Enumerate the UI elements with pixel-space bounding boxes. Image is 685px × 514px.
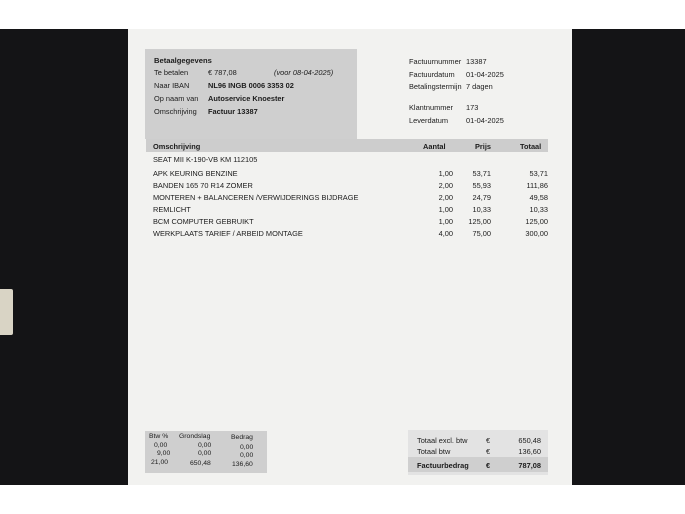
vat-amount: 136,60 xyxy=(232,461,253,468)
payment-row-iban xyxy=(154,81,354,92)
customer-number-row xyxy=(409,103,559,114)
invoice-info-value: 7 dagen xyxy=(466,82,493,91)
fabric-background-left xyxy=(0,29,128,485)
currency-symbol: € xyxy=(486,436,491,445)
line-description: WERKPLAATS TARIEF / ARBEID MONTAGE xyxy=(153,229,303,238)
paper-clip xyxy=(0,289,13,335)
invoice-paper xyxy=(128,29,572,485)
grand-total-label: Factuurbedrag xyxy=(417,461,469,470)
total-excl-label: Totaal excl. btw xyxy=(417,436,468,445)
invoice-info-label: Klantnummer xyxy=(409,103,453,112)
grand-total-row xyxy=(417,461,545,472)
invoice-info-value: 173 xyxy=(466,103,479,112)
line-quantity: 4,00 xyxy=(438,229,453,238)
line-price: 10,33 xyxy=(472,205,491,214)
payment-label: Naar IBAN xyxy=(154,81,190,90)
image-border-bottom xyxy=(0,485,685,514)
total-vat-label: Totaal btw xyxy=(417,447,451,456)
invoice-info-value: 01-04-2025 xyxy=(466,70,504,79)
line-price: 55,93 xyxy=(472,181,491,190)
vat-rate: 21,00 xyxy=(151,459,169,466)
line-description: REMLICHT xyxy=(153,205,191,214)
invoice-info-label: Factuurnummer xyxy=(409,57,462,66)
line-quantity: 1,00 xyxy=(438,217,453,226)
payment-term-row xyxy=(409,82,559,93)
vat-base: 0,00 xyxy=(198,450,212,457)
payment-row-amount xyxy=(154,68,354,79)
payment-row-description xyxy=(154,107,354,118)
line-quantity: 2,00 xyxy=(438,181,453,190)
total-excl-row xyxy=(417,436,545,447)
line-total: 49,58 xyxy=(529,193,548,202)
line-item xyxy=(153,229,548,240)
vat-base: 650,48 xyxy=(190,460,211,467)
line-total: 53,71 xyxy=(529,169,548,178)
line-items-header xyxy=(146,139,548,152)
line-item xyxy=(153,169,548,180)
delivery-date-row xyxy=(409,116,559,127)
line-description: APK KEURING BENZINE xyxy=(153,169,238,178)
line-item xyxy=(153,193,548,204)
line-price: 125,00 xyxy=(468,217,491,226)
line-quantity: 2,00 xyxy=(438,193,453,202)
line-item xyxy=(153,205,548,216)
line-description: MONTEREN + BALANCEREN /VERWIJDERINGS BIJDRAGE xyxy=(153,193,359,202)
vat-rate: 0,00 xyxy=(154,442,168,449)
line-description: BCM COMPUTER GEBRUIKT xyxy=(153,217,254,226)
vat-base: 0,00 xyxy=(198,442,212,449)
invoice-info-label: Betalingstermijn xyxy=(409,82,462,91)
currency-symbol: € xyxy=(486,461,491,470)
total-excl-value: 650,48 xyxy=(518,436,541,445)
line-price: 53,71 xyxy=(472,169,491,178)
invoice-info-value: 13387 xyxy=(466,57,487,66)
line-description: BANDEN 165 70 R14 ZOMER xyxy=(153,181,253,190)
line-quantity: 1,00 xyxy=(438,205,453,214)
payment-amount: € 787,08 xyxy=(208,68,237,77)
vat-amount: 0,00 xyxy=(240,452,254,459)
payment-iban: NL96 INGB 0006 3353 02 xyxy=(208,81,294,90)
invoice-info-label: Factuurdatum xyxy=(409,70,455,79)
line-total: 125,00 xyxy=(525,217,548,226)
payment-account-name: Autoservice Knoester xyxy=(208,94,285,103)
line-total: 111,86 xyxy=(526,181,548,190)
payment-label: Op naam van xyxy=(154,94,199,103)
header-price: Prijs xyxy=(475,142,492,151)
invoice-info-label: Leverdatum xyxy=(409,116,449,125)
grand-total-value: 787,08 xyxy=(518,461,541,470)
line-price: 24,79 xyxy=(472,193,491,202)
line-total: 300,00 xyxy=(525,229,548,238)
vat-header-amount: Bedrag xyxy=(231,434,253,441)
vat-header-base: Grondslag xyxy=(179,433,211,440)
vat-rate: 9,00 xyxy=(157,450,171,457)
header-quantity: Aantal xyxy=(423,142,446,151)
total-vat-row xyxy=(417,447,545,458)
invoice-number-row xyxy=(409,57,559,68)
line-price: 75,00 xyxy=(472,229,491,238)
image-border-top xyxy=(0,0,685,29)
totals-box xyxy=(408,430,548,475)
line-item xyxy=(153,217,548,228)
line-description: SEAT MII K-190-VB KM 112105 xyxy=(153,155,258,164)
header-description: Omschrijving xyxy=(153,142,201,151)
header-total: Totaal xyxy=(520,142,542,151)
invoice-date-row xyxy=(409,70,559,81)
payment-description: Factuur 13387 xyxy=(208,107,258,116)
vat-header-rate: Btw % xyxy=(149,433,169,440)
payment-label: Omschrijving xyxy=(154,107,197,116)
line-item xyxy=(153,181,548,192)
payment-label: Te betalen xyxy=(154,68,189,77)
payment-due-date: (voor 08-04-2025) xyxy=(274,68,334,77)
currency-symbol: € xyxy=(486,447,491,456)
line-quantity: 1,00 xyxy=(438,169,453,178)
vat-amount: 0,00 xyxy=(240,444,254,451)
invoice-info-value: 01-04-2025 xyxy=(466,116,504,125)
payment-details-box xyxy=(145,49,357,139)
fabric-background-right xyxy=(572,29,685,485)
payment-row-name xyxy=(154,94,354,105)
line-total: 10,33 xyxy=(529,205,548,214)
line-item xyxy=(153,155,548,166)
payment-details-title: Betaalgegevens xyxy=(154,56,212,65)
vat-breakdown-box xyxy=(145,431,267,473)
total-vat-value: 136,60 xyxy=(518,447,541,456)
